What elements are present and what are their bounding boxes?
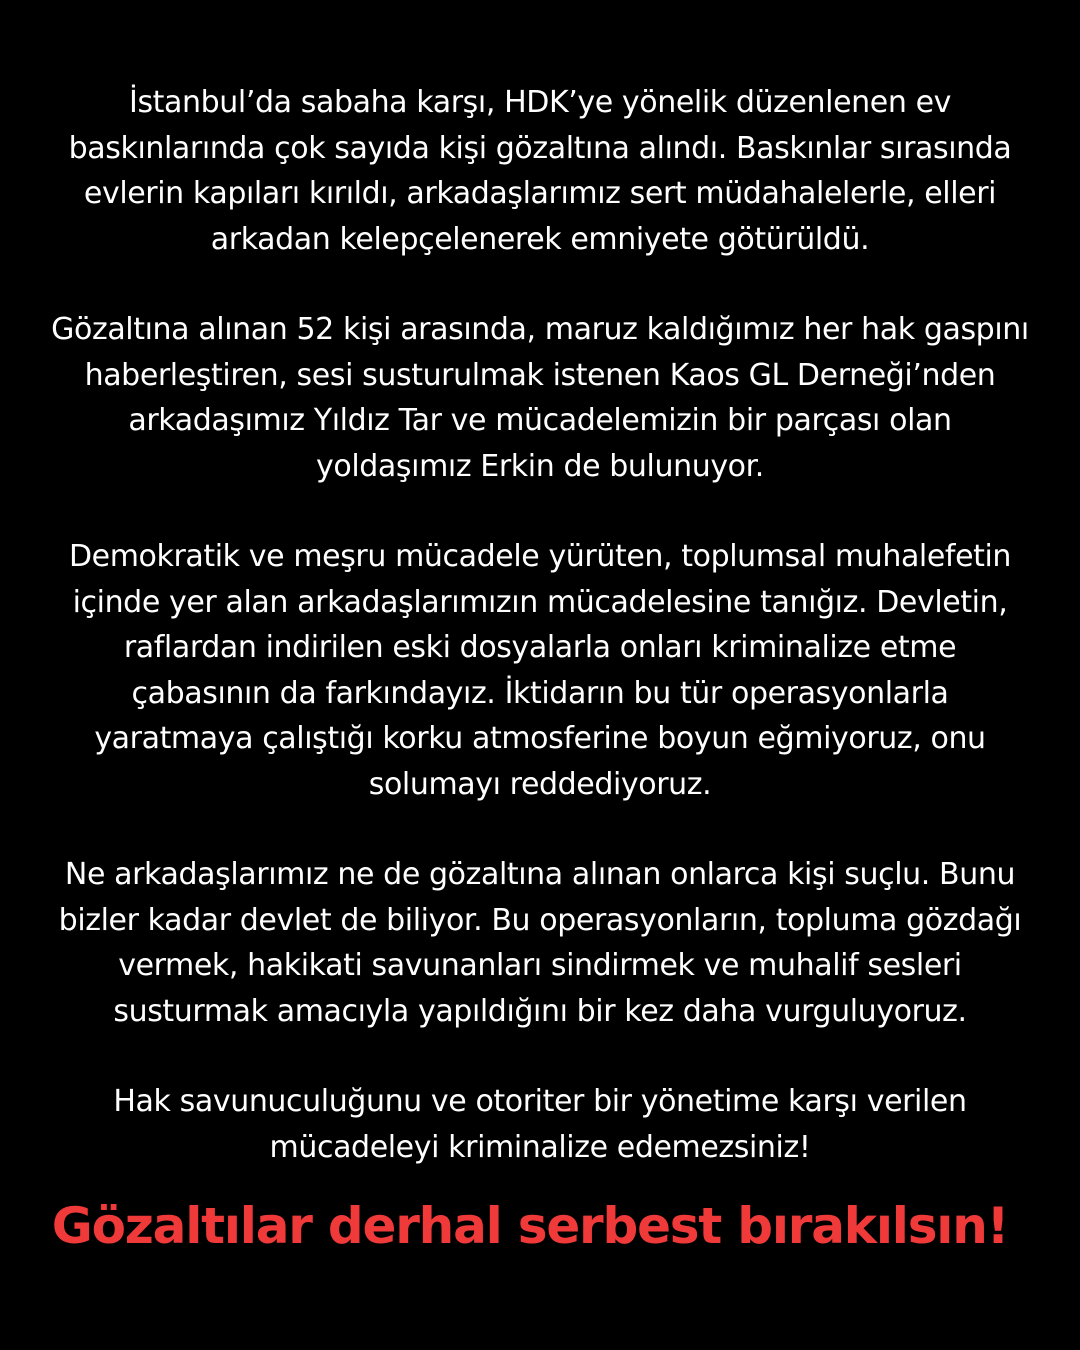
paragraph-line: yaratmaya çalıştığı korku atmosferine boyun eğmiyoruz, onu xyxy=(94,721,986,756)
statement-body xyxy=(30,80,1050,1170)
paragraph-line: Gözaltına alınan 52 kişi arasında, maruz kaldığımız her hak gaspını xyxy=(51,312,1029,347)
paragraph-line: Demokratik ve meşru mücadele yürüten, toplumsal muhalefetin xyxy=(68,539,1012,574)
release-demand-slogan: Gözaltılar derhal serbest bırakılsın! xyxy=(51,1197,1009,1255)
paragraph-line: arkadaşımız Yıldız Tar ve mücadelemizin bir parçası olan xyxy=(128,403,952,438)
paragraph-line: solumayı reddediyoruz. xyxy=(368,766,712,802)
paragraph-line: baskınlarında çok sayıda kişi gözaltına alındı. Baskınlar sırasında xyxy=(68,130,1012,166)
paragraph-line: bizler kadar devlet de biliyor. Bu operasyonların, topluma gözdağı xyxy=(58,902,1022,938)
paragraph-line: çabasının da farkındayız. İktidarın bu tür operasyonlarla xyxy=(131,675,949,711)
paragraph-line: mücadeleyi kriminalize edemezsiniz! xyxy=(269,1129,811,1165)
paragraph-line: yoldaşımız Erkin de bulunuyor. xyxy=(316,448,764,484)
paragraph-line: raflardan indirilen eski dosyalarla onları kriminalize etme xyxy=(123,630,957,665)
paragraph-line: Ne arkadaşlarımız ne de gözaltına alınan onlarca kişi suçlu. Bunu xyxy=(64,857,1016,892)
paragraph-line: arkadan kelepçelenerek emniyete götürüldü. xyxy=(210,221,870,257)
paragraph-line: evlerin kapıları kırıldı, arkadaşlarımız sert müdahalelerle, elleri xyxy=(83,176,997,211)
paragraph-line: vermek, hakikati savunanları sindirmek ve muhalif sesleri xyxy=(118,948,962,983)
paragraph-struggle xyxy=(30,534,1050,807)
paragraph-line: Hak savunuculuğunu ve otoriter bir yönetime karşı verilen xyxy=(113,1084,967,1119)
paragraph-line: susturmak amacıyla yapıldığını bir kez daha vurguluyoruz. xyxy=(113,993,967,1029)
paragraph-not-guilty xyxy=(30,852,1050,1034)
paragraph-line: İstanbul’da sabaha karşı, HDK’ye yönelik düzenlenen ev xyxy=(129,85,951,120)
paragraph-detained-friends xyxy=(30,307,1050,489)
paragraph-line: haberleştiren, sesi susturulmak istenen Kaos GL Derneği’nden xyxy=(84,357,996,393)
paragraph-line: içinde yer alan arkadaşlarımızın mücadelesine tanığız. Devletin, xyxy=(72,584,1008,620)
paragraph-detentions xyxy=(30,80,1050,262)
paragraph-closing xyxy=(30,1079,1050,1170)
